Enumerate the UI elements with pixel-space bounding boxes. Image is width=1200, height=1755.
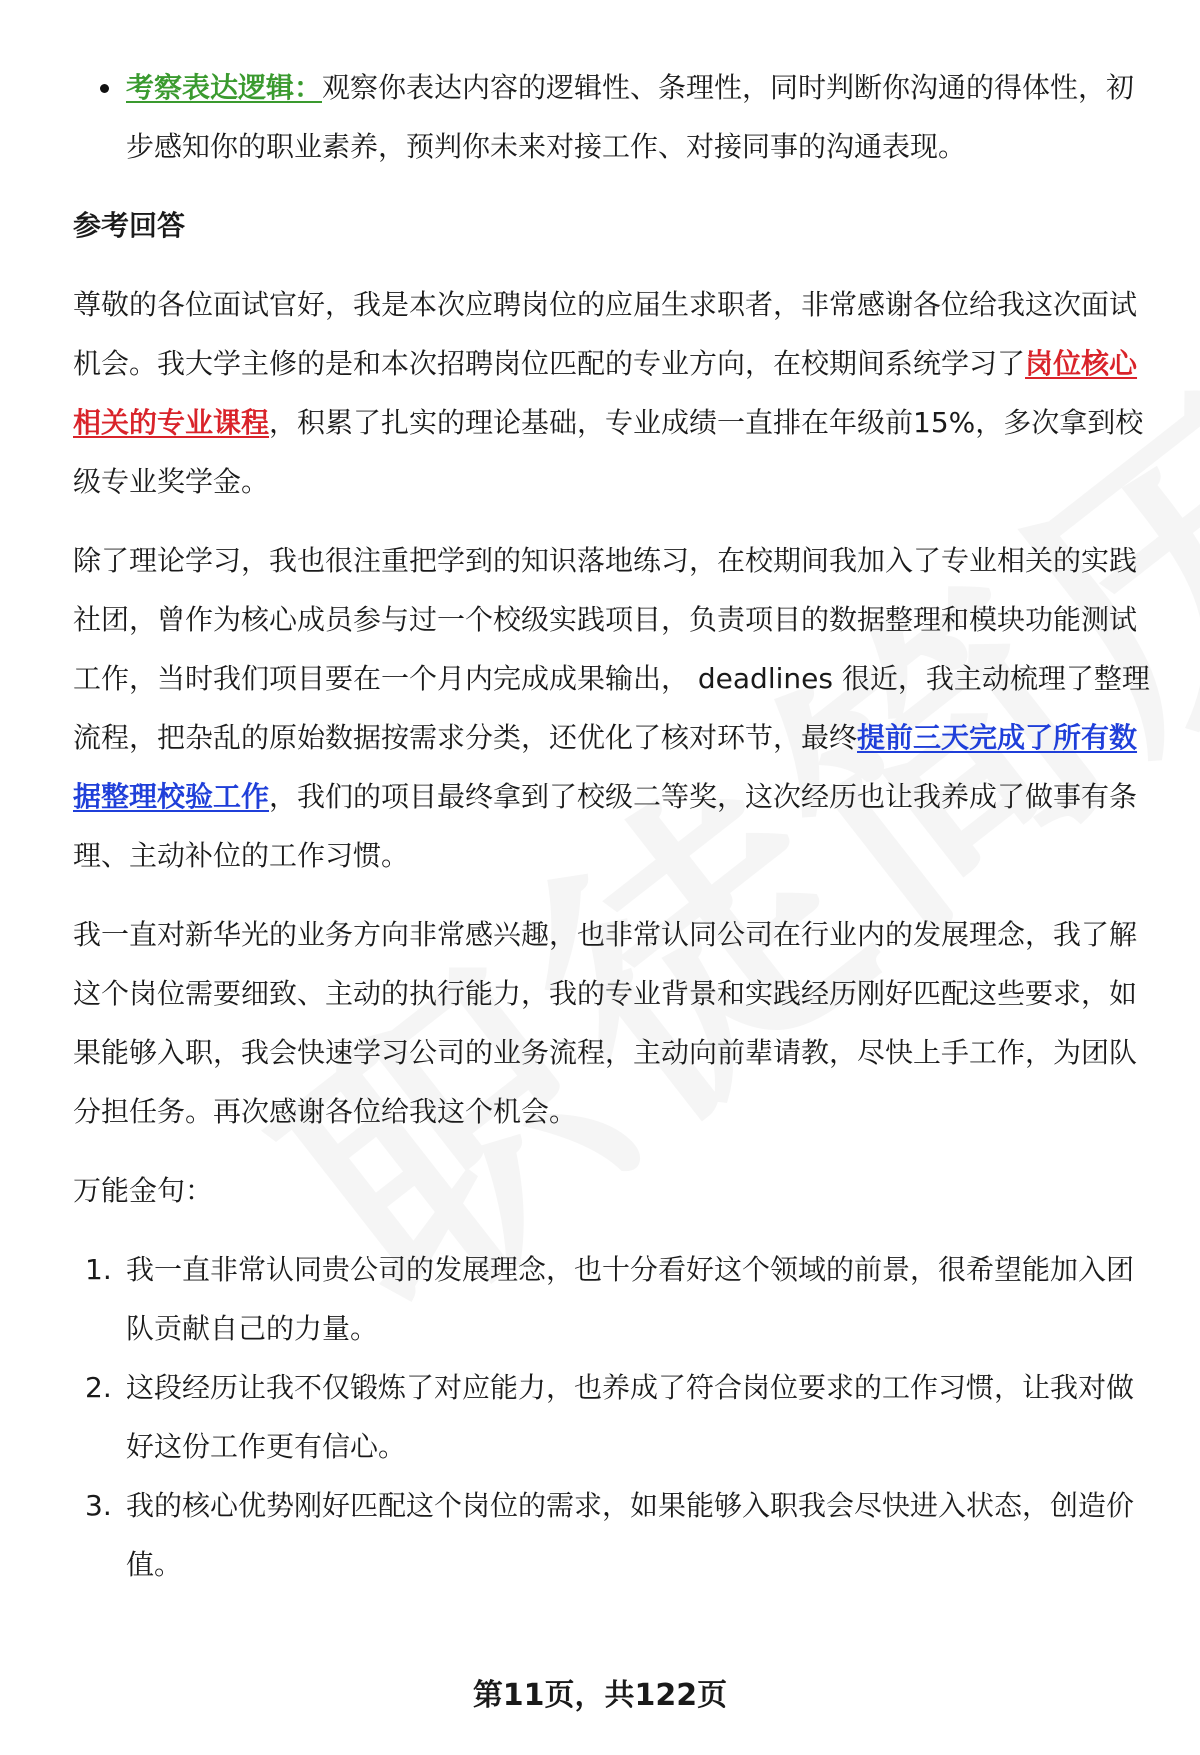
list-item-text: 我的核心优势刚好匹配这个岗位的需求，如果能够入职我会尽快进入状态，创造价值。 bbox=[126, 1489, 1135, 1581]
bullet-item bbox=[73, 58, 1153, 176]
bullet-label: 考察表达逻辑： bbox=[126, 71, 323, 104]
list-number: 1. bbox=[85, 1253, 112, 1286]
highlight-core-courses: 岗位核心相关的专业课程 bbox=[73, 347, 1138, 439]
list-item bbox=[73, 1240, 1153, 1358]
list-item bbox=[73, 1476, 1153, 1594]
paragraph-practice-text-2: ，我们的项目最终拿到了校级二等奖，这次经历也让我养成了做事有条理、主动补位的工作习惯。 bbox=[73, 780, 1138, 872]
list-number: 2. bbox=[85, 1371, 112, 1404]
golden-sentences-list bbox=[73, 1240, 1153, 1594]
paragraph-motivation: 我一直对新华光的业务方向非常感兴趣，也非常认同公司在行业内的发展理念，我了解这个岗位需要细致、主动的执行能力，我的专业背景和实践经历刚好匹配这些要求，如果能够入职，我会快速学习公司的业务流程，主动向前辈请教，尽快上手工作，为团队分担任务。再次感谢各位给我这个机会。 bbox=[73, 918, 1138, 1128]
list-item-text: 我一直非常认同贵公司的发展理念，也十分看好这个领域的前景，很希望能加入团队贡献自己的力量。 bbox=[126, 1253, 1135, 1345]
paragraph-intro-text-1: 尊敬的各位面试官好，我是本次应聘岗位的应届生求职者，非常感谢各位给我这次面试机会。我大学主修的是和本次招聘岗位匹配的专业方向，在校期间系统学习了 bbox=[73, 288, 1138, 380]
bullet-text: 观察你表达内容的逻辑性、条理性，同时判断你沟通的得体性，初步感知你的职业素养，预判你未来对接工作、对接同事的沟通表现。 bbox=[126, 71, 1135, 163]
paragraph-practice-text-1: 除了理论学习，我也很注重把学到的知识落地练习，在校期间我加入了专业相关的实践社团，曾作为核心成员参与过一个校级实践项目，负责项目的数据整理和模块功能测试工作，当时我们项目要在一个月内完成成果输出， deadlines 很近，我主动梳理了整理流程，把杂乱的原始数据按需求分类，还优化了核对环节，最终 bbox=[73, 544, 1150, 754]
highlight-early-completion: 提前三天完成了所有数据整理校验工作 bbox=[73, 721, 1138, 813]
list-item-text: 这段经历让我不仅锻炼了对应能力，也养成了符合岗位要求的工作习惯，让我对做好这份工作更有信心。 bbox=[126, 1371, 1135, 1463]
golden-sentences-heading: 万能金句： bbox=[73, 1174, 214, 1207]
bullet-dot-icon bbox=[100, 84, 109, 93]
paragraph-intro-text-2: ，积累了扎实的理论基础，专业成绩一直排在年级前15%，多次拿到校级专业奖学金。 bbox=[73, 406, 1144, 498]
list-item bbox=[73, 1358, 1153, 1476]
reference-answer-heading: 参考回答 bbox=[73, 209, 186, 242]
list-number: 3. bbox=[85, 1489, 112, 1522]
page-content bbox=[73, 58, 1153, 1594]
paragraph-intro bbox=[73, 275, 1153, 511]
paragraph-practice bbox=[73, 531, 1153, 885]
page-footer: 第11页，共122页 bbox=[472, 1678, 728, 1713]
